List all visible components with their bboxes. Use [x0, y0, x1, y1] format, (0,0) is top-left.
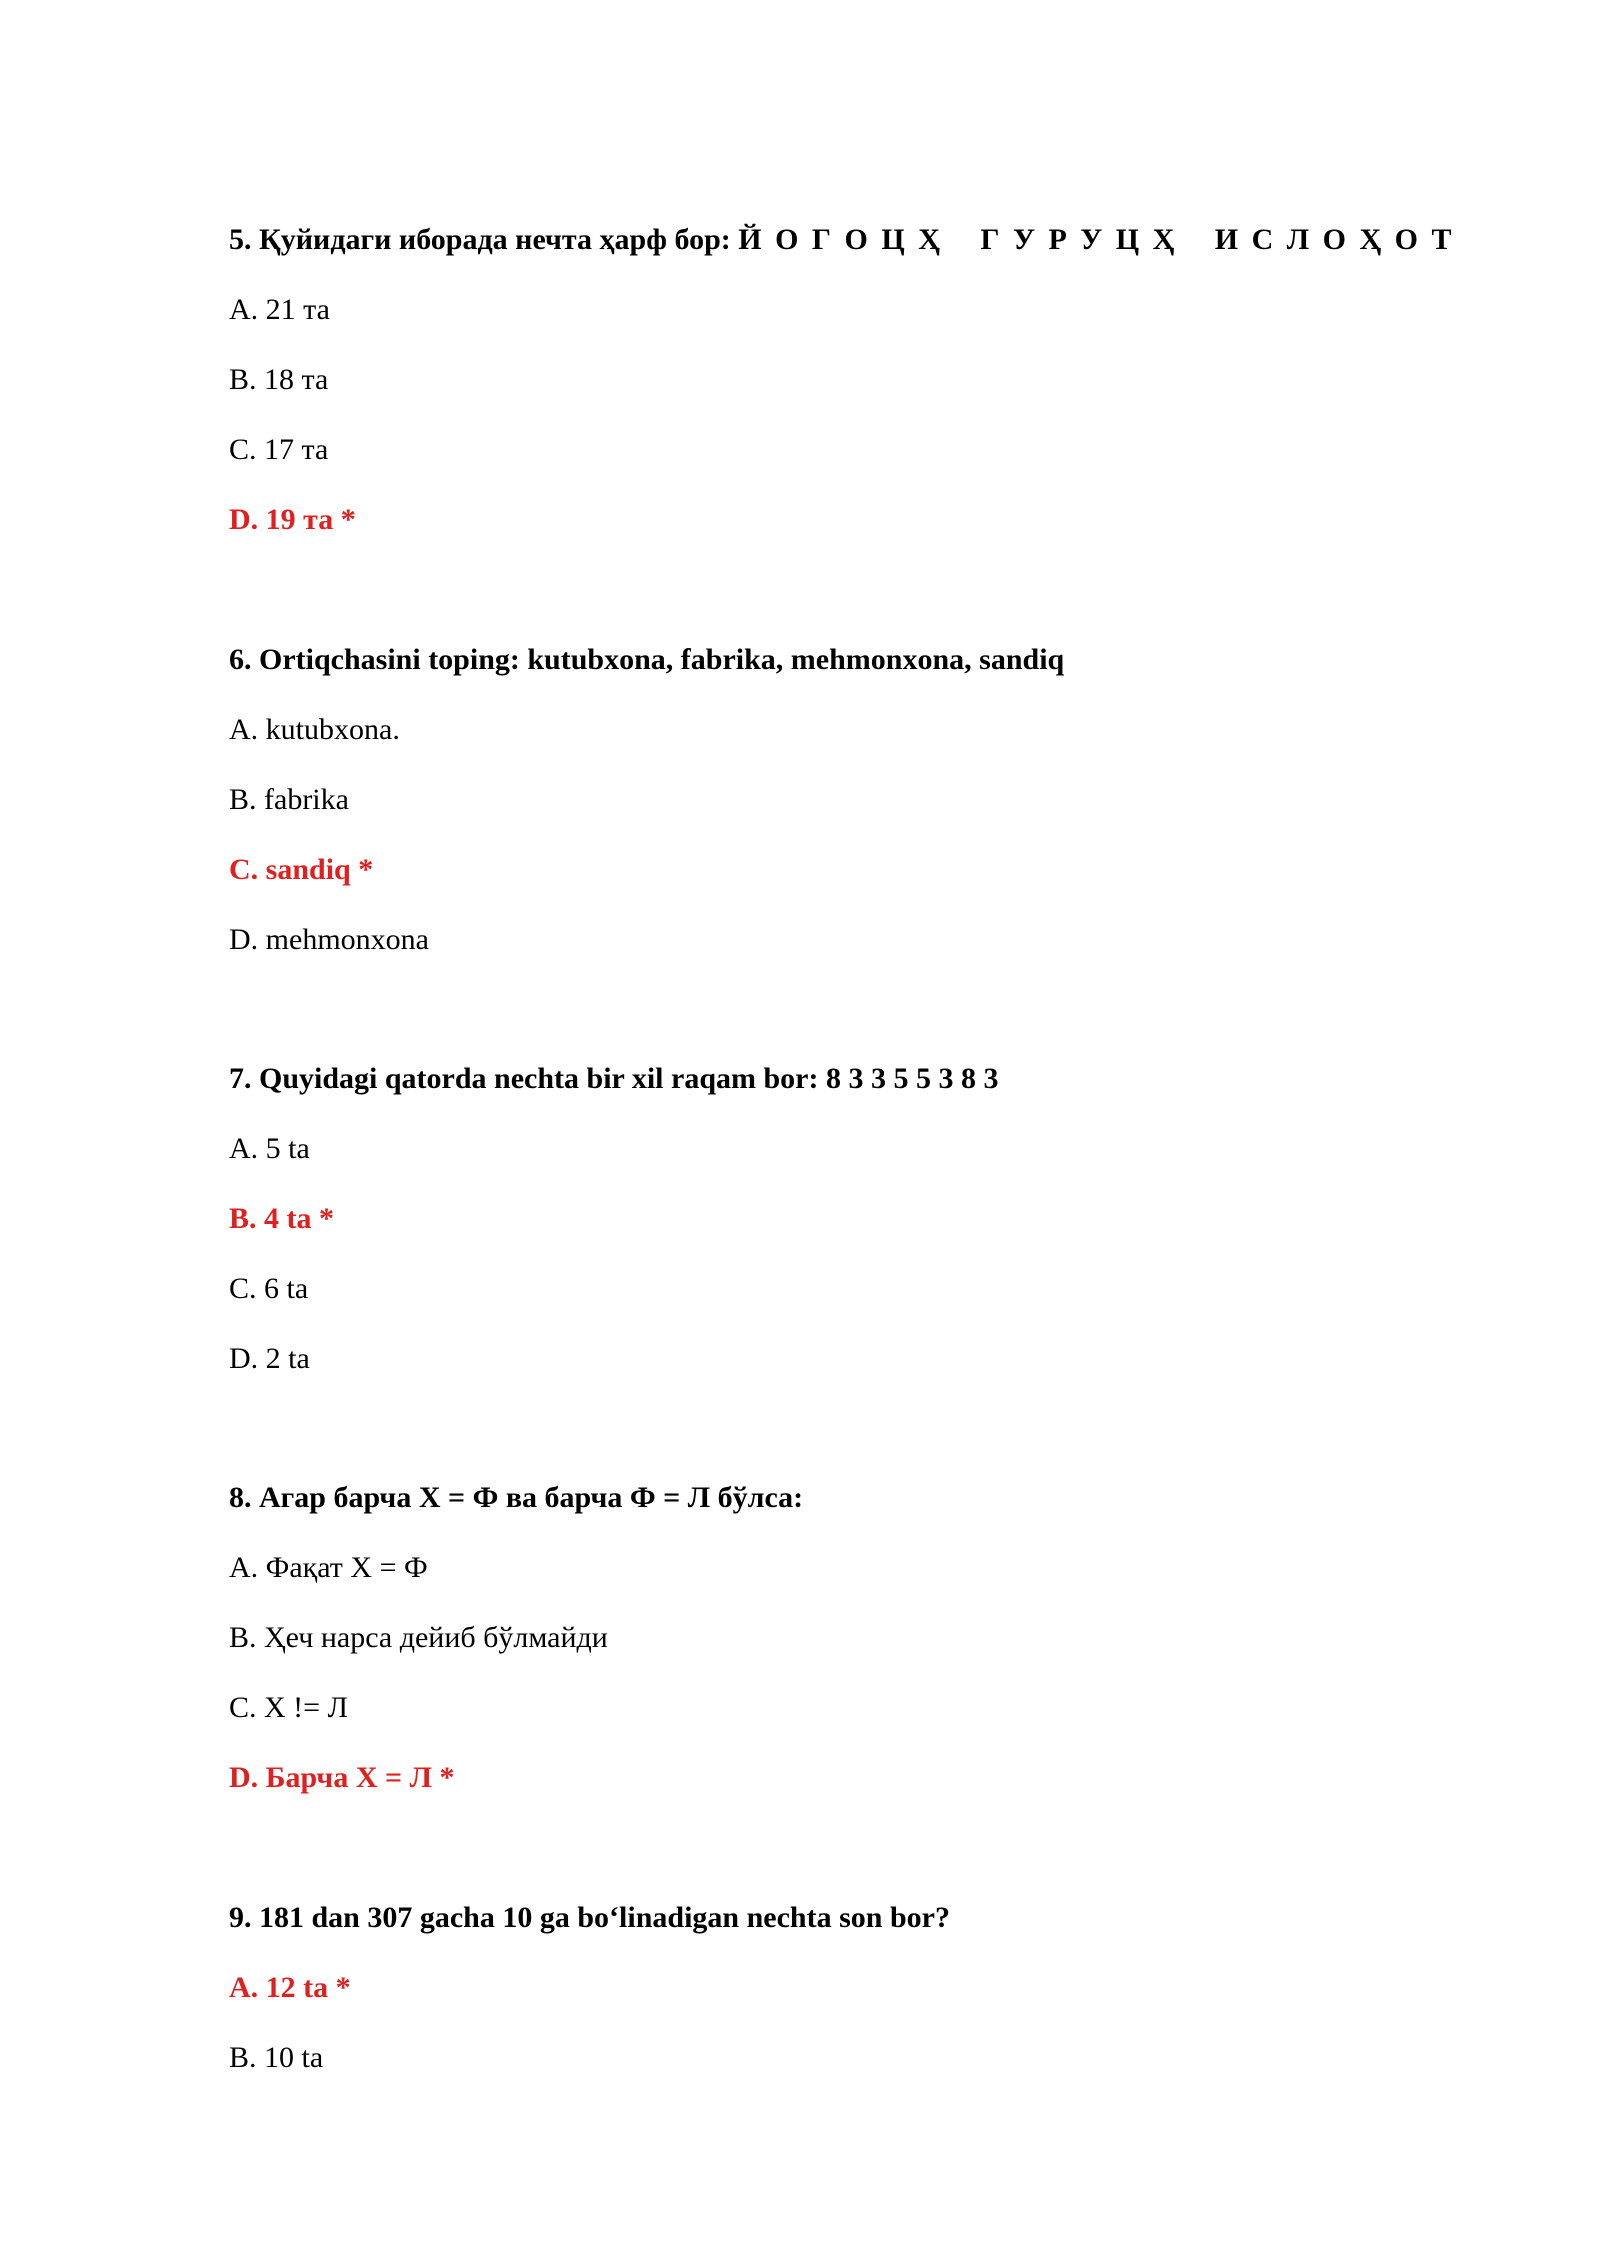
question-prompt: 6. Ortiqchasini toping: kutubxona, fabrika, mehmonxona, sandiq — [229, 643, 1065, 676]
option-c: C. 6 ta — [229, 1272, 309, 1305]
question-5 — [229, 222, 1529, 538]
question-prompt: 8. Агар барча Х = Ф ва барча Ф = Л бўлса: — [229, 1481, 804, 1514]
question-6 — [229, 642, 1529, 958]
option-d-correct: D. 19 та * — [229, 503, 356, 536]
option-a: A. 21 та — [229, 293, 330, 326]
option-b: B. fabrika — [229, 783, 349, 816]
option-b-correct: B. 4 ta * — [229, 1202, 334, 1235]
option-d: D. 2 ta — [229, 1342, 310, 1375]
question-9 — [229, 1900, 1529, 2076]
question-text: 5. Қуйидаги иборада нечта ҳарф бор: — [229, 223, 731, 256]
letter-sequence: Й О Г О Ц Ҳ Г У Р У Ц Ҳ И С Л О Ҳ О Т — [738, 223, 1452, 256]
option-b: B. 18 та — [229, 363, 329, 396]
question-8 — [229, 1480, 1529, 1796]
option-c-correct: C. sandiq * — [229, 853, 374, 886]
question-prompt: 7. Quyidagi qatorda nechta bir xil raqam bor: 8 3 3 5 5 3 8 3 — [229, 1062, 999, 1095]
option-a: A. Фақат Х = Ф — [229, 1551, 428, 1584]
question-prompt: 9. 181 dan 307 gacha 10 ga bo‘linadigan nechta son bor? — [229, 1901, 950, 1934]
option-a: A. 5 ta — [229, 1132, 310, 1165]
question-prompt — [229, 222, 1529, 258]
option-c: C. Х != Л — [229, 1691, 348, 1724]
option-d: D. mehmonxona — [229, 923, 429, 956]
option-a-correct: A. 12 ta * — [229, 1971, 351, 2004]
question-7 — [229, 1061, 1529, 1377]
option-a: A. kutubxona. — [229, 713, 400, 746]
option-c: C. 17 та — [229, 433, 329, 466]
option-b: B. 10 ta — [229, 2041, 324, 2074]
option-b: B. Ҳеч нарса дейиб бўлмайди — [229, 1621, 608, 1654]
option-d-correct: D. Барча Х = Л * — [229, 1761, 455, 1794]
